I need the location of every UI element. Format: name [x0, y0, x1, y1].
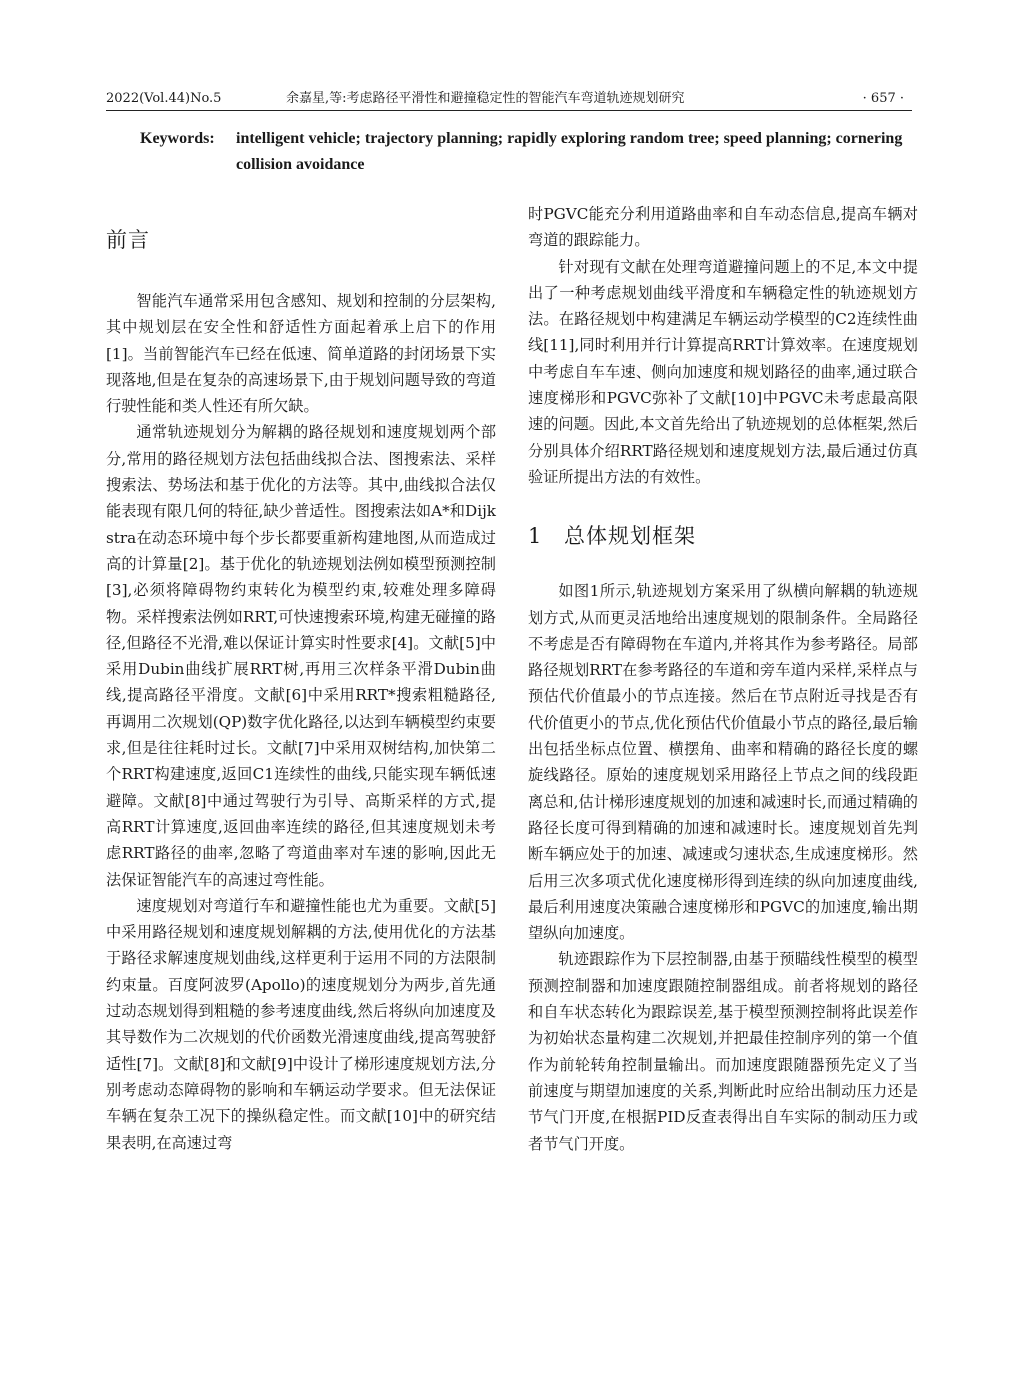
section-1-title: 总体规划框架: [564, 524, 696, 549]
right-column: [528, 201, 918, 1157]
framework-paragraph-2: 轨迹跟踪作为下层控制器,由基于预瞄线性模型的模型预测控制器和加速度跟随控制器组成。前者将规划的路径和自车状态转化为跟踪误差,基于模型预测控制将此误差作为初始状态量构建二次规划,并把最佳控制序列的第一个值作为前轮转角控制量输出。而加速度跟随器预先定义了当前速度与期望加速度的关系,判断此时应给出制动压力还是节气门开度,在根据PID反查表得出自车实际的制动压力或者节气门开度。: [528, 950, 918, 1153]
running-title: 余嘉星,等:考虑路径平滑性和避撞稳定性的智能汽车弯道轨迹规划研究: [286, 91, 685, 106]
page-number: · 657 ·: [862, 91, 904, 106]
section-1-number: 1: [528, 524, 543, 549]
preface-paragraph-2: 通常轨迹规划分为解耦的路径规划和速度规划两个部分,常用的路径规划方法包括曲线拟合法、图搜索法、采样搜索法、势场法和基于优化的方法等。其中,曲线拟合法仅能表现有限几何的特征,缺少普适性。图搜索法如A*和Dijkstra在动态环境中每个步长都要重新构建地图,从而造成过高的计算量[2]。基于优化的轨迹规划法例如模型预测控制[3],必须将障碍物约束转化为模型约束,较难处理多障碍物。采样搜索法例如RRT,可快速搜索环境,构建无碰撞的路径,但路径不光滑,难以保证计算实时性要求[4]。文献[5]中采用Dubin曲线扩展RRT树,再用三次样条平滑Dubin曲线,提高路径平滑度。文献[6]中采用RRT*搜索粗糙路径,再调用二次规划(QP)数字优化路径,以达到车辆模型约束要求,但是往往耗时过长。文献[7]中采用双树结构,加快第二个RRT构建速度,返回C1连续性的曲线,只能实现车辆低速避障。文献[8]中通过驾驶行为引导、高斯采样的方式,提高RRT计算速度,返回曲率连续的路径,但其速度规划未考虑RRT路径的曲率,忽略了弯道曲率对车速的影响,因此无法保证智能汽车的高速过弯性能。: [106, 423, 496, 889]
contribution-paragraph: 针对现有文献在处理弯道避撞问题上的不足,本文中提出了一种考虑规划曲线平滑度和车辆稳定性的轨迹规划方法。在路径规划中构建满足车辆运动学模型的C2连续性曲线[11],同时利用并行计算提高RRT计算效率。在速度规划中考虑自车车速、侧向加速度和规划路径的曲率,通过联合速度梯形和PGVC弥补了文献[10]中PGVC未考虑最高限速的问题。因此,本文首先给出了轨迹规划的总体框架,然后分别具体介绍RRT路径规划和速度规划方法,最后通过仿真验证所提出方法的有效性。: [528, 257, 918, 486]
left-column: [106, 224, 496, 1156]
running-header: [106, 88, 912, 111]
keywords-block: [140, 126, 912, 178]
continued-paragraph: 时PGVC能充分利用道路曲率和自车动态信息,提高车辆对弯道的跟踪能力。: [528, 205, 918, 250]
preface-heading: 前言: [106, 228, 150, 252]
journal-volume-info: 2022(Vol.44)No.5: [106, 91, 222, 106]
preface-paragraph-1: 智能汽车通常采用包含感知、规划和控制的分层架构,其中规划层在安全性和舒适性方面起着承上启下的作用[1]。当前智能汽车已经在低速、简单道路的封闭场景下实现落地,但是在复杂的高速场景下,由于规划问题导致的弯道行驶性能和类人性还有所欠缺。: [106, 292, 496, 416]
keywords-label: Keywords:: [140, 130, 215, 147]
keywords-text: intelligent vehicle; trajectory planning; rapidly exploring random tree; speed planning; cornering collision avoidance: [236, 130, 903, 173]
framework-paragraph-1: 如图1所示,轨迹规划方案采用了纵横向解耦的轨迹规划方式,从而更灵活地给出速度规划的限制条件。全局路径不考虑是否有障碍物在车道内,并将其作为参考路径。局部路径规划RRT在参考路径的车道和旁车道内采样,采样点与预估代价值最小的节点连接。然后在节点附近寻找是否有代价值更小的节点,优化预估代价值最小节点的路径,最后输出包括坐标点位置、横摆角、曲率和精确的路径长度的螺旋线路径。原始的速度规划采用路径上节点之间的线段距离总和,估计梯形速度规划的加速和减速时长,而通过精确的路径长度可得到精确的加速和减速时长。速度规划首先判断车辆应处于的加速、减速或匀速状态,生成速度梯形。然后用三次多项式优化速度梯形得到连续的纵向加速度曲线,最后利用速度决策融合速度梯形和PGVC的加速度,输出期望纵向加速度。: [528, 582, 918, 943]
section-1-heading: [528, 520, 918, 550]
preface-paragraph-3: 速度规划对弯道行车和避撞性能也尤为重要。文献[5]中采用路径规划和速度规划解耦的方法,使用优化的方法基于路径求解速度规划曲线,这样更利于运用不同的方法限制约束量。百度阿波罗(Apollo)的速度规划分为两步,首先通过动态规划得到粗糙的参考速度曲线,然后将纵向加速度及其导数作为二次规划的代价函数光滑速度曲线,提高驾驶舒适性[7]。文献[8]和文献[9]中设计了梯形速度规划方法,分别考虑动态障碍物的影响和车辆运动学要求。但无法保证车辆在复杂工况下的操纵稳定性。而文献[10]中的研究结果表明,在高速过弯: [106, 896, 496, 1152]
